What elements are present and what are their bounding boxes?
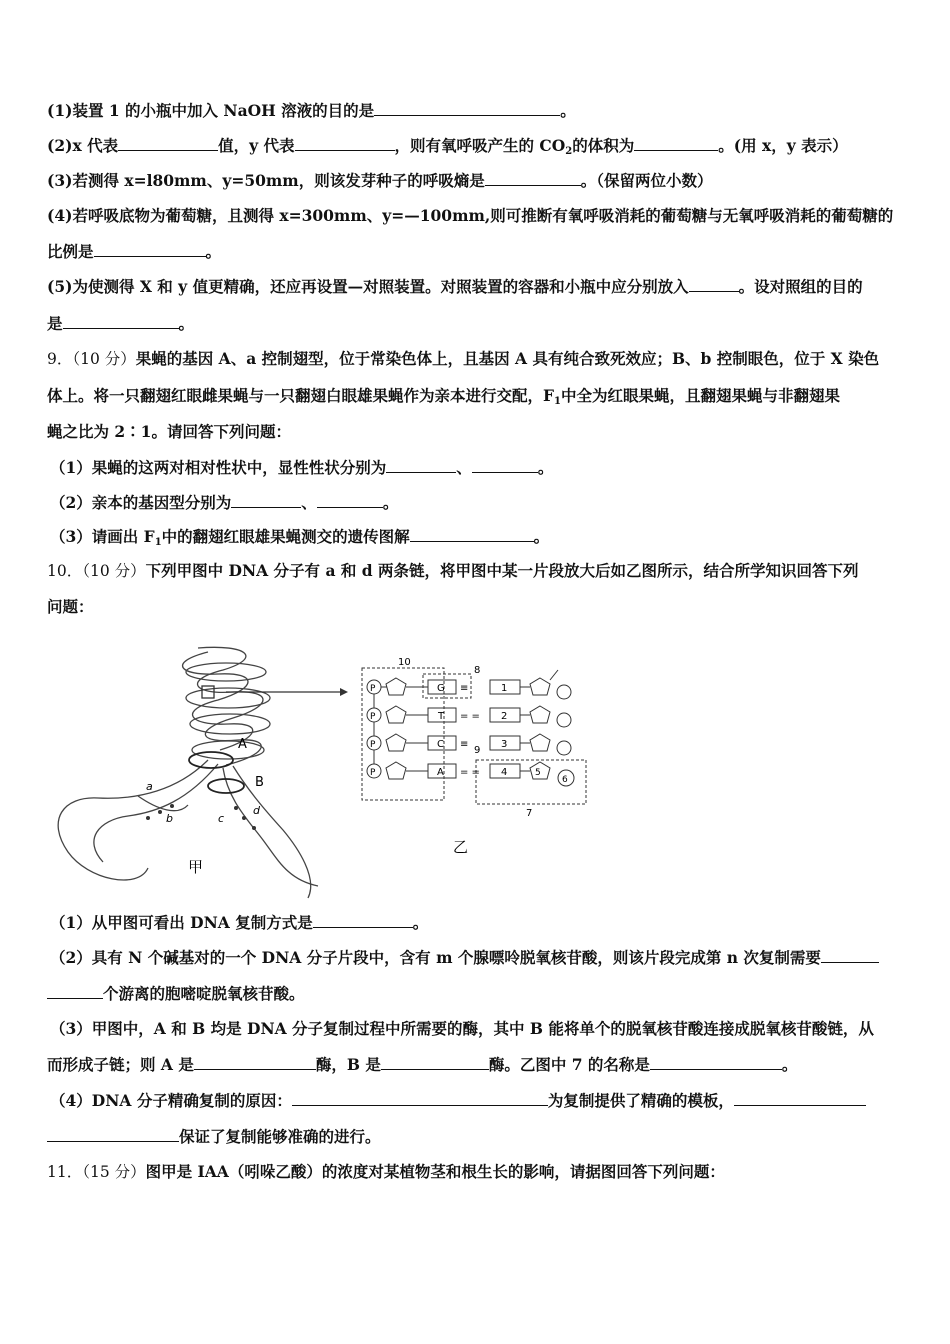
q8-part1-text: (1)装置 1 的小瓶中加入 NaOH 溶液的目的是 [47,101,375,120]
enzyme-b-label: B [255,775,264,790]
answer-blank[interactable] [821,948,879,963]
label-1: 1 [501,683,508,694]
q10-stem-line-1: 10．（10 分）下列甲图中 DNA 分子有 a 和 d 两条链，将甲图中某一片段放大后如乙图所示，结合所学知识回答下列 [47,561,859,580]
label-5: 5 [535,768,541,778]
answer-blank[interactable] [317,493,383,508]
answer-blank[interactable] [734,1091,866,1106]
figure-yi-label: 乙 [453,838,469,856]
answer-blank[interactable] [650,1055,782,1070]
q9-sub-3: （3）请画出 $F_1$中的翻翅红眼雄果蝇测交的遗传图解 。 [50,527,550,548]
answer-blank[interactable] [47,984,103,999]
answer-blank[interactable] [485,171,581,186]
q11-stem-line-1: 11．（15 分）图甲是 IAA（吲哚乙酸）的浓度对某植物茎和根生长的影响，请据图回答下列问题： [47,1162,725,1181]
label-10: 10 [398,657,411,668]
daughter-strands [58,760,318,898]
q10-sub-3-cont: 而形成子链；则 A 是 酶，B 是 酶。乙图中 7 的名称是 。 [47,1055,798,1074]
svg-text:≡: ≡ [460,683,469,694]
answer-blank[interactable] [374,101,560,116]
answer-blank[interactable] [386,458,456,473]
q9-stem-line-2: 体上。将一只翻翅红眼雌果蝇与一只翻翅白眼雄果蝇作为亲本进行交配，$F_1$中全为红眼果蝇，且翻翅果蝇与非翻翅果 [47,386,840,407]
strand-a-label: a [146,780,153,793]
answer-blank[interactable] [231,493,301,508]
q8-line-2: (2)x 代表 值，y 代表 ，则有氧呼吸产生的 $CO_2$的体积为 。(用 x，y 表示） [47,136,848,157]
q10-sub-3: （3）甲图中，A 和 B 均是 DNA 分子复制过程中所需要的酶，其中 B 能将单个的脱氧核苷酸连接成脱氧核苷酸链，从 [50,1019,874,1038]
svg-text:≡: ≡ [460,739,469,750]
label-6: 6 [562,775,568,785]
strand-c-label: c [218,812,225,825]
dna-diagram [48,640,588,900]
label-9: 9 [474,745,481,756]
answer-blank[interactable] [47,1127,179,1142]
q10-sub-1: （1）从甲图可看出 DNA 复制方式是 。 [50,913,429,932]
svg-text:P: P [370,684,376,694]
q9-sub-2: （2）亲本的基因型分别为 、 。 [50,493,399,512]
q10-stem-line-2: 问题： [47,597,94,616]
answer-blank[interactable] [292,1091,548,1106]
answer-blank[interactable] [63,314,179,329]
q8-line-4: (4)若呼吸底物为葡萄糖，且测得 x=300mm、y=—100mm,则可推断有氧呼吸消耗的葡萄糖与无氧呼吸消耗的葡萄糖的 [47,206,894,225]
answer-blank[interactable] [118,136,218,151]
q8-line-3: (3)若测得 x=l80mm、y=50mm，则该发芽种子的呼吸熵是 。（保留两位小数） [47,171,713,190]
parent-dna-helix [183,647,270,765]
q10-sub-2: （2）具有 N 个碱基对的一个 DNA 分子片段中，含有 m 个腺嘌呤脱氧核苷酸，则该片段完成第 n 次复制需要 [50,947,910,969]
question-number: 9．（10 分） [47,350,136,368]
answer-blank[interactable] [194,1055,316,1070]
dna-segment-enlarged [362,657,586,856]
q9-stem-line-3: 蝇之比为 2∶1。请回答下列问题： [47,422,291,441]
q10-sub-4: （4）DNA 分子精确复制的原因： 为复制提供了精确的模板， [50,1090,910,1112]
dna-replication-figure [48,640,588,904]
answer-blank[interactable] [313,913,413,928]
answer-blank[interactable] [410,527,534,542]
strand-b-label: b [166,812,173,825]
nucleotide-pair-2 [367,706,571,727]
base-g: G [437,683,445,694]
label-8: 8 [474,665,481,676]
answer-blank[interactable] [295,136,395,151]
q10-sub-2-cont: 个游离的胞嘧啶脱氧核苷酸。 [47,983,907,1005]
answer-blank[interactable] [689,277,739,292]
label-2: 2 [501,711,508,722]
nucleotide-pair-3 [367,734,571,755]
q9-sub-1: （1）果蝇的这两对相对性状中，显性性状分别为 、 。 [50,458,554,477]
label-7: 7 [526,808,533,819]
answer-blank[interactable] [634,136,718,151]
label-3: 3 [501,739,508,750]
svg-text:= =: = = [460,711,480,722]
svg-text:P: P [370,740,376,750]
q8-line-5: 比例是 。 [47,242,222,261]
q8-line-6: (5)为使测得 X 和 y 值更精确，还应再设置—对照装置。对照装置的容器和小瓶中应分别放入 。设对照组的目的 [47,277,863,296]
q9-stem-line-1: 9．（10 分）果蝇的基因 A、a 控制翅型，位于常染色体上，且基因 A 具有纯合致死效应；B、b 控制眼色，位于 X 染色 [47,349,880,368]
figure-jia-label: 甲 [188,858,204,876]
base-a: A [437,767,444,778]
question-number: 11．（15 分） [47,1163,146,1181]
answer-blank[interactable] [472,458,538,473]
nucleotide-pair-4 [367,762,574,786]
question-number: 10．（10 分） [47,562,146,580]
svg-text:= =: = = [460,767,480,778]
svg-text:P: P [370,768,376,778]
q8-line-1: (1)装置 1 的小瓶中加入 NaOH 溶液的目的是 。 [47,101,576,120]
enzyme-a-shape [189,752,233,768]
svg-text:P: P [370,712,376,722]
enzyme-a-label: A [238,737,247,752]
answer-blank[interactable] [94,242,206,257]
q8-line-7: 是 。 [47,314,195,333]
q10-sub-4-cont: 保证了复制能够准确的进行。 [47,1126,907,1148]
base-c: C [437,739,444,750]
base-t: T [438,711,445,722]
strand-d-label: d [253,804,260,817]
label-4: 4 [501,767,508,778]
answer-blank[interactable] [381,1055,489,1070]
